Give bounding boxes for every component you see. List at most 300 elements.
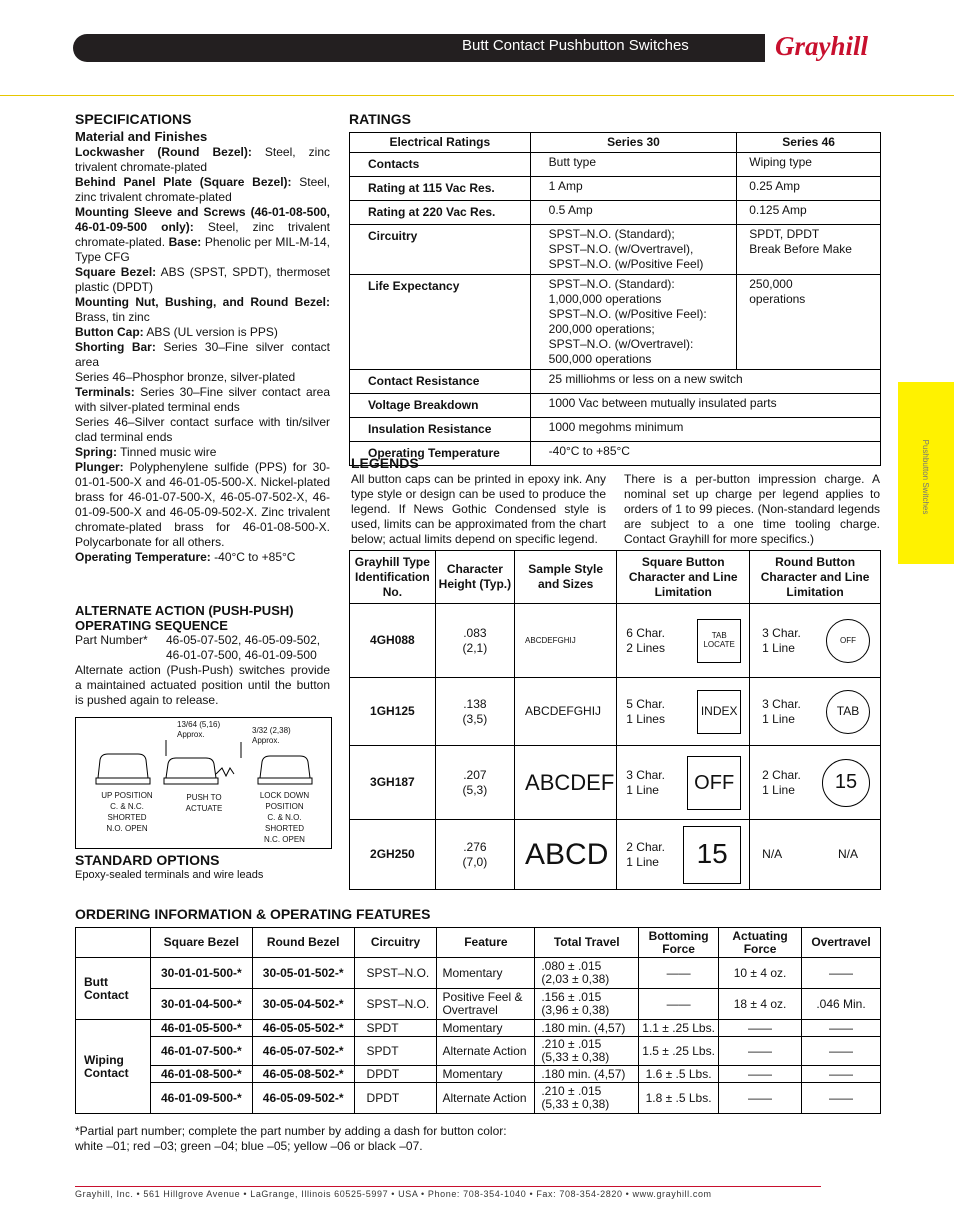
legend-type: 2GH250 — [350, 820, 436, 890]
position-label-line: PUSH TO — [186, 793, 222, 802]
round-bezel-part: 46-05-08-502-* — [252, 1066, 354, 1083]
feature-line: Momentary — [442, 1066, 503, 1081]
travel-line: .210 ± .015 — [541, 1037, 602, 1051]
rating-line: 500,000 operations — [548, 352, 652, 366]
spec-text: Series 46–Phosphor bronze, silver-plated — [75, 370, 296, 384]
ordering-group-name — [76, 958, 151, 1020]
ordering-col-overtravel: Overtravel — [802, 928, 881, 958]
specifications-section — [75, 111, 330, 565]
circuitry-cell: SPST–N.O. — [354, 958, 437, 989]
overtravel-cell: —— — [802, 1037, 881, 1066]
rating-line: SPST–N.O. (w/Overtravel), — [548, 242, 694, 256]
group-name-line: Contact — [84, 987, 129, 1002]
legend-round-limit — [762, 768, 801, 798]
position-label-line: SHORTED — [107, 813, 147, 822]
square-bezel-part: 30-01-04-500-* — [150, 989, 252, 1020]
spec-item — [75, 205, 330, 265]
spec-text: ABS (SPST, SPDT), thermoset plastic (DPDT) — [75, 265, 331, 294]
legend-limit-line: 1 Line — [762, 782, 795, 797]
rating-label: Operating Temperature — [350, 442, 531, 466]
legend-limit-line: 2 Lines — [626, 640, 665, 655]
dimension-1-value: 13/64 (5,16) — [177, 720, 221, 729]
bottoming-force-cell: 1.5 ± .25 Lbs. — [639, 1037, 719, 1066]
rating-series30 — [530, 153, 737, 177]
rating-line: SPST–N.O. (Standard); — [548, 227, 675, 241]
legend-height — [435, 678, 514, 746]
position-label-line: ACTUATE — [185, 804, 223, 813]
position-label-line: UP POSITION — [101, 791, 153, 800]
actuating-force-cell: —— — [719, 1083, 802, 1114]
legend-square-wrap — [626, 690, 747, 734]
ordering-heading: ORDERING INFORMATION & OPERATING FEATURES — [75, 906, 431, 922]
travel-line: (5,33 ± 0,38) — [541, 1097, 610, 1111]
legend-height-line: .138 — [463, 696, 487, 711]
round-button-sample: 15 — [822, 759, 870, 807]
spec-text: Brass, tin zinc — [75, 310, 150, 324]
page-title: Butt Contact Pushbutton Switches — [462, 37, 689, 54]
rating-series46 — [737, 153, 881, 177]
spec-text: ABS (UL version is PPS) — [143, 325, 278, 339]
ratings-row — [350, 394, 881, 418]
rating-line: 1 Amp — [548, 179, 583, 193]
travel-cell — [535, 989, 639, 1020]
spec-item — [75, 325, 330, 340]
bottoming-force-cell: 1.6 ± .5 Lbs. — [639, 1066, 719, 1083]
position-label-line: SHORTED — [265, 824, 304, 833]
rating-line: Break Before Make — [749, 242, 852, 256]
spec-item — [75, 295, 330, 325]
ordering-row — [76, 1037, 881, 1066]
feature-line: Alternate Action — [442, 1090, 527, 1105]
ratings-col-electrical: Electrical Ratings — [350, 133, 531, 153]
square-sample-line: TAB — [711, 630, 727, 640]
travel-line: .210 ± .015 — [541, 1084, 602, 1098]
legend-round-wrap — [762, 847, 878, 862]
legends-text-left: All button caps can be printed in epoxy ink. Any type style or design can be used to produce the legend. If News Gothic Condensed style is used, limits can be approximated from the chart below; actual limits depend on specific legend. — [351, 472, 606, 546]
rating-line: 0.5 Amp — [548, 203, 593, 217]
spec-label: Shorting Bar: — [75, 340, 156, 354]
ordering-col-square-bezel: Square Bezel — [150, 928, 252, 958]
spec-label: Terminals: — [75, 385, 135, 399]
legend-limit-line: 3 Char. — [762, 696, 801, 711]
spec-item — [75, 460, 330, 550]
group-name-line: Wiping — [84, 1052, 124, 1067]
ordering-col-blank — [76, 928, 151, 958]
legend-height-line: .276 — [463, 839, 487, 854]
dimension-2-approx: Approx. — [252, 736, 280, 745]
legend-limit-line: 6 Char. — [626, 625, 665, 640]
legend-limit-line: 3 Char. — [762, 625, 801, 640]
actuating-force-cell: —— — [719, 1066, 802, 1083]
ordering-col-total-travel: Total Travel — [535, 928, 639, 958]
spec-text: -40°C to +85°C — [210, 550, 296, 564]
materials-subheading: Material and Finishes — [75, 129, 208, 144]
travel-line: .180 min. (4,57) — [541, 1066, 626, 1081]
spec-items — [75, 145, 330, 565]
rating-value: -40°C to +85°C — [530, 442, 880, 466]
feature-cell — [437, 989, 535, 1020]
legend-type: 1GH125 — [350, 678, 436, 746]
square-sample-line: 15 — [696, 838, 728, 870]
legend-square-wrap — [626, 826, 747, 884]
push-to-actuate-label — [164, 792, 244, 814]
legends-table — [349, 550, 881, 890]
legend-square-limit — [626, 697, 665, 727]
overtravel-cell: .046 Min. — [802, 989, 881, 1020]
rating-line: SPST–N.O. (w/Positive Feel): — [548, 307, 707, 321]
spec-label: Spring: — [75, 445, 117, 459]
logo-text: Grayhill — [775, 31, 869, 61]
standard-options-text: Epoxy-sealed terminals and wire leads — [75, 869, 264, 881]
legend-row — [350, 678, 881, 746]
ordering-row — [76, 958, 881, 989]
position-label-line: LOCK DOWN — [259, 791, 310, 800]
legend-square-limit — [626, 840, 665, 870]
legends-col-round: Round Button Character and Line Limitation — [750, 551, 881, 604]
round-bezel-part: 30-05-04-502-* — [252, 989, 354, 1020]
legend-square-wrap — [626, 756, 747, 810]
travel-line: (5,33 ± 0,38) — [541, 1050, 610, 1064]
circuitry-cell: SPDT — [354, 1020, 437, 1037]
spec-text: Series 46–Silver contact surface with tin/silver clad terminal ends — [75, 415, 330, 444]
round-bezel-part: 46-05-05-502-* — [252, 1020, 354, 1037]
rating-line: 250,000 — [749, 277, 793, 291]
spec-item — [75, 175, 330, 205]
legend-limit-line: 1 Lines — [626, 711, 665, 726]
rating-label: Rating at 220 Vac Res. — [350, 201, 531, 225]
spec-item — [75, 445, 330, 460]
square-sample-line: INDEX — [700, 703, 738, 718]
position-label-line: C. & N.C. — [110, 802, 144, 811]
operating-sequence-diagram — [75, 717, 332, 849]
footer-rule — [75, 1186, 821, 1187]
legends-col-sample: Sample Style and Sizes — [515, 551, 617, 604]
legend-round — [750, 678, 881, 746]
overtravel-cell: —— — [802, 1020, 881, 1037]
legend-height-line: .207 — [463, 767, 487, 782]
ordering-col-feature: Feature — [437, 928, 535, 958]
part-numbers — [75, 633, 330, 663]
legend-round — [750, 604, 881, 678]
legend-height-line: (2,1) — [462, 640, 488, 655]
alternate-description: Alternate action (Push-Push) switches provide a maintained actuated position until the button is pushed again to release. — [75, 663, 330, 707]
square-bezel-part: 46-01-08-500-* — [150, 1066, 252, 1083]
ratings-table — [349, 132, 881, 466]
legend-limit-line: 3 Char. — [626, 767, 665, 782]
legend-height-line: (7,0) — [462, 854, 488, 869]
position-label-line: N.C. OPEN — [264, 835, 305, 844]
legend-height — [435, 604, 514, 678]
legend-sample: ABCDEFGHIJ — [515, 678, 617, 746]
spec-text: Series 30–Fine silver contact area — [75, 340, 331, 369]
part-number-label: Part Number* — [75, 633, 148, 647]
legend-row — [350, 604, 881, 678]
legend-row — [350, 820, 881, 890]
rating-line: Butt type — [548, 155, 597, 169]
ordering-row — [76, 989, 881, 1020]
rating-label: Contacts — [350, 153, 531, 177]
rating-line: Wiping type — [749, 155, 812, 169]
round-bezel-part: 46-05-09-502-* — [252, 1083, 354, 1114]
group-name-line: Butt — [84, 974, 108, 989]
ratings-row — [350, 370, 881, 394]
actuating-force-cell: —— — [719, 1037, 802, 1066]
rating-series46 — [737, 177, 881, 201]
legend-square-wrap — [626, 619, 747, 663]
ratings-row — [350, 153, 881, 177]
feature-cell — [437, 1066, 535, 1083]
rating-series46 — [737, 225, 881, 275]
ratings-heading: RATINGS — [349, 111, 411, 127]
ratings-col-series30: Series 30 — [530, 133, 737, 153]
legend-height-line: (3,5) — [462, 711, 488, 726]
ratings-row — [350, 201, 881, 225]
circuitry-cell: SPDT — [354, 1037, 437, 1066]
legends-text-right: There is a per-button impression charge. A nominal set up charge per legend applies to orders of 1 to 99 pieces. (Non-standard legends are subject to a one time tooling charge. Contact Grayhill for more specifics.) — [624, 472, 880, 546]
legend-square — [617, 820, 750, 890]
ordering-row — [76, 1020, 881, 1037]
legend-round — [750, 820, 881, 890]
rating-value: 1000 megohms minimum — [530, 418, 880, 442]
ratings-row — [350, 225, 881, 275]
ordering-notes — [75, 1124, 507, 1154]
spec-text: Tinned music wire — [117, 445, 217, 459]
ordering-note-1: *Partial part number; complete the part number by adding a dash for button color: — [75, 1124, 507, 1138]
grayhill-logo — [775, 26, 885, 66]
circuitry-cell: DPDT — [354, 1066, 437, 1083]
legend-type: 4GH088 — [350, 604, 436, 678]
spec-item — [75, 415, 330, 445]
spec-text: Series 30–Fine silver contact area with silver-plated terminal ends — [75, 385, 330, 414]
spec-label: Mounting Nut, Bushing, and Round Bezel: — [75, 295, 330, 309]
actuating-force-cell: 10 ± 4 oz. — [719, 958, 802, 989]
feature-line: Momentary — [442, 1020, 503, 1035]
travel-cell — [535, 1066, 639, 1083]
square-sample-line: OFF — [694, 771, 735, 794]
feature-line: Overtravel — [442, 1003, 498, 1017]
legends-col-height: Character Height (Typ.) — [435, 551, 514, 604]
square-button-sample — [697, 690, 741, 734]
legend-row — [350, 746, 881, 820]
position-label-line: N.O. OPEN — [106, 824, 148, 833]
side-tab-label: Pushbutton Switches — [921, 439, 930, 515]
legend-sample: ABCDEF — [515, 746, 617, 820]
legend-square-limit — [626, 768, 665, 798]
spec-item — [75, 340, 330, 370]
legends-col-square: Square Button Character and Line Limitation — [617, 551, 750, 604]
spec-label: Operating Temperature: — [75, 550, 211, 564]
up-position-label — [82, 790, 172, 834]
legend-limit-line: 1 Line — [762, 711, 795, 726]
part-number-line2: 46-01-07-500, 46-01-09-500 — [166, 648, 317, 662]
legend-round-wrap — [762, 619, 878, 663]
standard-options-section — [75, 852, 335, 883]
legend-height-line: (5,3) — [462, 782, 488, 797]
rating-label: Voltage Breakdown — [350, 394, 531, 418]
legend-limit-line: 1 Line — [626, 854, 659, 869]
specifications-heading: SPECIFICATIONS — [75, 111, 192, 127]
legends-heading: LEGENDS — [351, 455, 419, 471]
legend-square — [617, 678, 750, 746]
spec-text: Steel, zinc trivalent chromate-plated — [75, 145, 330, 174]
rating-series30 — [530, 177, 737, 201]
travel-cell — [535, 1037, 639, 1066]
round-bezel-part: 30-05-01-502-* — [252, 958, 354, 989]
rating-value: 25 milliohms or less on a new switch — [530, 370, 880, 394]
ratings-row — [350, 442, 881, 466]
spec-label: Plunger: — [75, 460, 124, 474]
travel-line: (2,03 ± 0,38) — [541, 972, 610, 986]
travel-line: .080 ± .015 — [541, 959, 602, 973]
round-button-sample: TAB — [826, 690, 870, 734]
spec-item — [75, 265, 330, 295]
ordering-col-round-bezel: Round Bezel — [252, 928, 354, 958]
legend-square-limit — [626, 626, 665, 656]
ratings-row — [350, 275, 881, 370]
rating-line: SPDT, DPDT — [749, 227, 820, 241]
feature-cell — [437, 1083, 535, 1114]
position-label-line: POSITION — [265, 802, 304, 811]
spec-item — [75, 370, 330, 385]
spec-label: Mounting Sleeve and Screws (46-01-08-500, 46-01-09-500 only): — [75, 205, 330, 234]
legend-sample: ABCDEFGHIJ — [515, 604, 617, 678]
bottoming-force-cell: 1.8 ± .5 Lbs. — [639, 1083, 719, 1114]
circuitry-cell: SPST–N.O. — [354, 989, 437, 1020]
legend-round — [750, 746, 881, 820]
legend-round-limit — [762, 847, 782, 862]
ordering-col-bottoming-force: Bottoming Force — [639, 928, 719, 958]
rating-line: SPST–N.O. (w/Overtravel): — [548, 337, 694, 351]
legend-sample: ABCD — [515, 820, 617, 890]
rating-line: operations — [749, 292, 806, 306]
square-bezel-part: 46-01-07-500-* — [150, 1037, 252, 1066]
ordering-col-actuating-force: Actuating Force — [719, 928, 802, 958]
legend-limit-line: 1 Line — [626, 782, 659, 797]
legend-limit-line: N/A — [762, 847, 783, 861]
legend-round-limit — [762, 697, 801, 727]
rating-line: SPST–N.O. (Standard): — [548, 277, 675, 291]
legend-round-limit — [762, 626, 801, 656]
spec-label: Behind Panel Plate (Square Bezel): — [75, 175, 292, 189]
round-button-na: N/A — [837, 847, 858, 861]
legend-limit-line: 1 Line — [762, 640, 795, 655]
travel-line: (3,96 ± 0,38) — [541, 1003, 610, 1017]
circuitry-cell: DPDT — [354, 1083, 437, 1114]
spec-label: Base: — [168, 235, 202, 249]
round-button-sample: OFF — [826, 619, 870, 663]
legend-round-wrap — [762, 690, 878, 734]
travel-line: .156 ± .015 — [541, 990, 602, 1004]
spec-item — [75, 385, 330, 415]
ratings-row — [350, 177, 881, 201]
rating-series30 — [530, 225, 737, 275]
overtravel-cell: —— — [802, 1083, 881, 1114]
rating-label: Life Expectancy — [350, 275, 531, 370]
legends-col-type: Grayhill Type Identification No. — [350, 551, 436, 604]
sequence-heading: OPERATING SEQUENCE — [75, 618, 228, 633]
square-button-sample — [683, 826, 741, 884]
feature-line: Momentary — [442, 965, 503, 980]
spec-text: Steel, zinc trivalent chromate-plated. — [75, 220, 331, 249]
ratings-col-series46: Series 46 — [737, 133, 881, 153]
rating-line: 1,000,000 operations — [548, 292, 662, 306]
rating-line: 0.125 Amp — [749, 203, 807, 217]
feature-line: Alternate Action — [442, 1043, 527, 1058]
square-button-sample — [687, 756, 741, 810]
feature-cell — [437, 1037, 535, 1066]
rating-value: 1000 Vac between mutually insulated parts — [530, 394, 880, 418]
square-bezel-part: 46-01-09-500-* — [150, 1083, 252, 1114]
part-number-line1: 46-05-07-502, 46-05-09-502, — [166, 633, 321, 647]
ordering-col-circuitry: Circuitry — [354, 928, 437, 958]
rating-label: Contact Resistance — [350, 370, 531, 394]
bottoming-force-cell: —— — [639, 989, 719, 1020]
legend-height — [435, 820, 514, 890]
alternate-action-section — [75, 603, 330, 708]
rating-series46 — [737, 275, 881, 370]
feature-cell — [437, 1020, 535, 1037]
lock-down-position-label — [242, 790, 327, 845]
rating-line: SPST–N.O. (w/Positive Feel) — [548, 257, 704, 271]
footer-contact: Grayhill, Inc. • 561 Hillgrove Avenue • LaGrange, Illinois 60525-5997 • USA • Phone: 708-354-1040 • Fax: 708-354-2820 • www.grayhill.com — [75, 1189, 712, 1199]
group-name-line: Contact — [84, 1065, 129, 1080]
overtravel-cell: —— — [802, 1066, 881, 1083]
standard-options-heading: STANDARD OPTIONS — [75, 852, 220, 868]
ratings-row — [350, 418, 881, 442]
rating-line: 200,000 operations; — [548, 322, 655, 336]
ordering-table — [75, 927, 881, 1114]
rating-line: 0.25 Amp — [749, 179, 800, 193]
spec-item — [75, 145, 330, 175]
alternate-heading: ALTERNATE ACTION (PUSH-PUSH) — [75, 603, 294, 618]
legend-limit-line: 5 Char. — [626, 696, 665, 711]
spec-text: Steel, zinc trivalent chromate-plated — [75, 175, 330, 204]
legend-height-line: .083 — [463, 625, 487, 640]
ordering-group-name — [76, 1020, 151, 1114]
ordering-row — [76, 1083, 881, 1114]
dimension-2 — [252, 726, 291, 746]
legend-limit-line: 2 Char. — [762, 767, 801, 782]
rating-label: Circuitry — [350, 225, 531, 275]
actuating-force-cell: —— — [719, 1020, 802, 1037]
ordering-row — [76, 1066, 881, 1083]
rating-label: Insulation Resistance — [350, 418, 531, 442]
spec-label: Button Cap: — [75, 325, 144, 339]
rating-series46 — [737, 201, 881, 225]
legend-square — [617, 604, 750, 678]
travel-cell — [535, 958, 639, 989]
legend-type: 3GH187 — [350, 746, 436, 820]
travel-cell — [535, 1020, 639, 1037]
ordering-note-2: white –01; red –03; green –04; blue –05; yellow –06 or black –07. — [75, 1139, 423, 1153]
dimension-1-approx: Approx. — [177, 730, 205, 739]
rating-series30 — [530, 201, 737, 225]
actuating-force-cell: 18 ± 4 oz. — [719, 989, 802, 1020]
legend-limit-line: 2 Char. — [626, 839, 665, 854]
feature-line: Positive Feel & — [442, 990, 523, 1004]
feature-cell — [437, 958, 535, 989]
square-bezel-part: 46-01-05-500-* — [150, 1020, 252, 1037]
side-tab — [898, 382, 954, 564]
rating-series30 — [530, 275, 737, 370]
dimension-2-value: 3/32 (2,38) — [252, 726, 291, 735]
round-bezel-part: 46-05-07-502-* — [252, 1037, 354, 1066]
legend-height — [435, 746, 514, 820]
spec-item — [75, 550, 330, 565]
square-bezel-part: 30-01-01-500-* — [150, 958, 252, 989]
spec-label: Lockwasher (Round Bezel): — [75, 145, 252, 159]
spec-label: Square Bezel: — [75, 265, 157, 279]
